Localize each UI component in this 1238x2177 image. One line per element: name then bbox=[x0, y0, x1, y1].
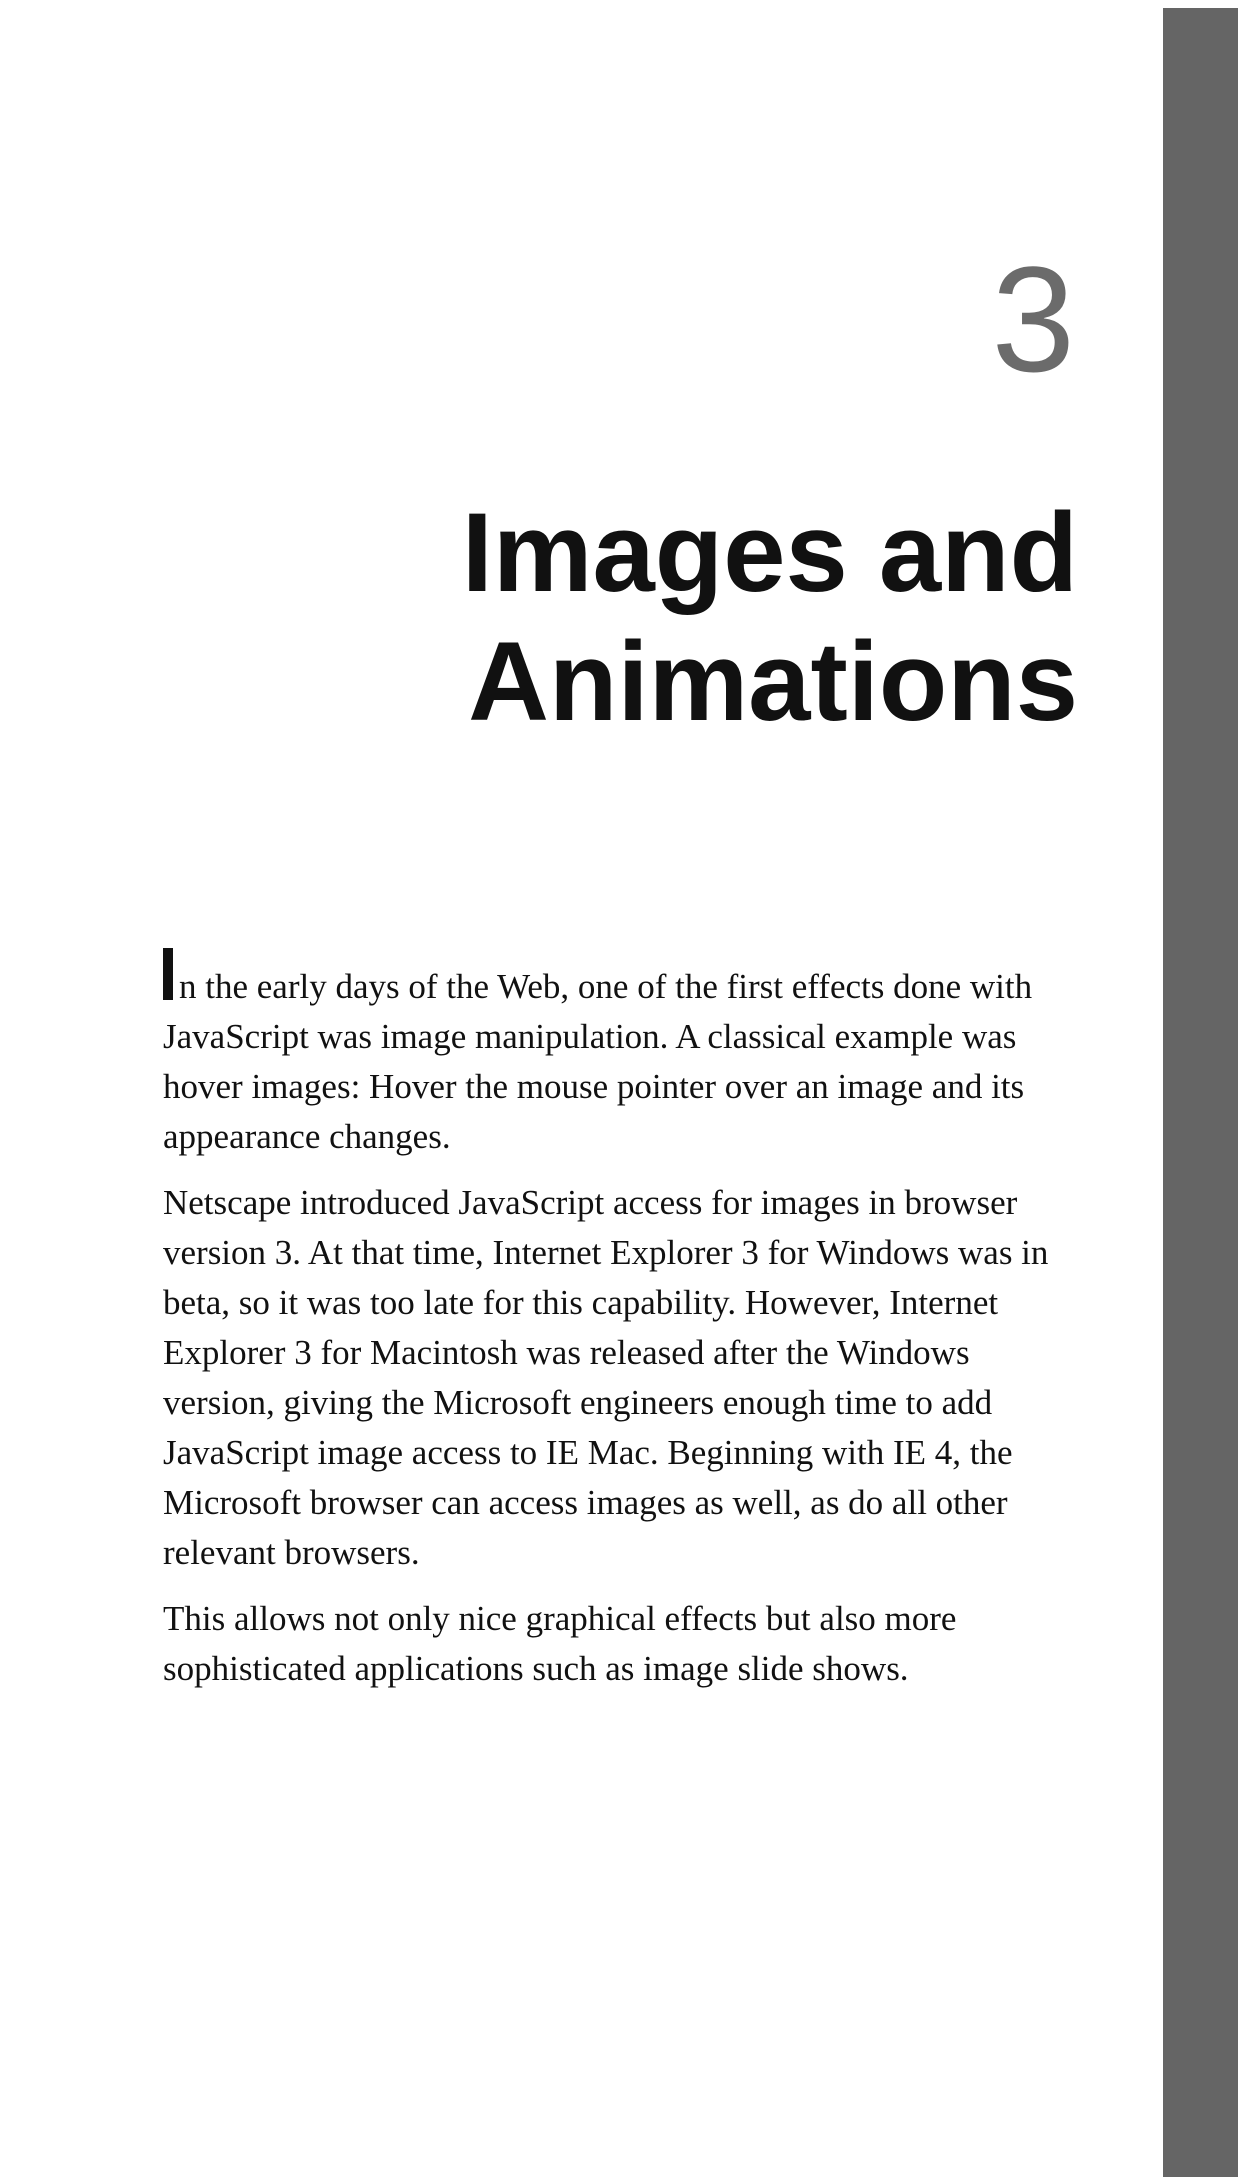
side-thumb-tab bbox=[1163, 8, 1238, 2177]
chapter-title-line-2: Animations bbox=[468, 619, 1078, 744]
paragraph-history: Netscape introduced JavaScript access for images in browser version 3. At that time, Internet Explorer 3 for Windows was in beta, so it was too late for this capability. However, Internet Explorer 3 for Macintosh was released after the Windows version, giving the Microsoft engineers enough time to add JavaScript image access to IE Mac. Beginning with IE 4, the Microsoft browser can access images as well, as do all other relevant browsers. bbox=[163, 1183, 1049, 1572]
paragraph-intro-text: n the early days of the Web, one of the first effects done with JavaScript was image manipulation. A classical example was hover images: Hover the mouse pointer over an image and its appearance changes. bbox=[163, 967, 1033, 1156]
chapter-number: 3 bbox=[991, 235, 1075, 403]
paragraph-intro bbox=[163, 962, 1083, 1162]
chapter-title bbox=[462, 488, 1078, 746]
chapter-title-line-1: Images and bbox=[461, 490, 1078, 615]
chapter-body bbox=[163, 962, 1083, 1710]
drop-cap-initial bbox=[163, 948, 173, 1000]
paragraph-applications: This allows not only nice graphical effects but also more sophisticated applications such as image slide shows. bbox=[163, 1599, 957, 1688]
